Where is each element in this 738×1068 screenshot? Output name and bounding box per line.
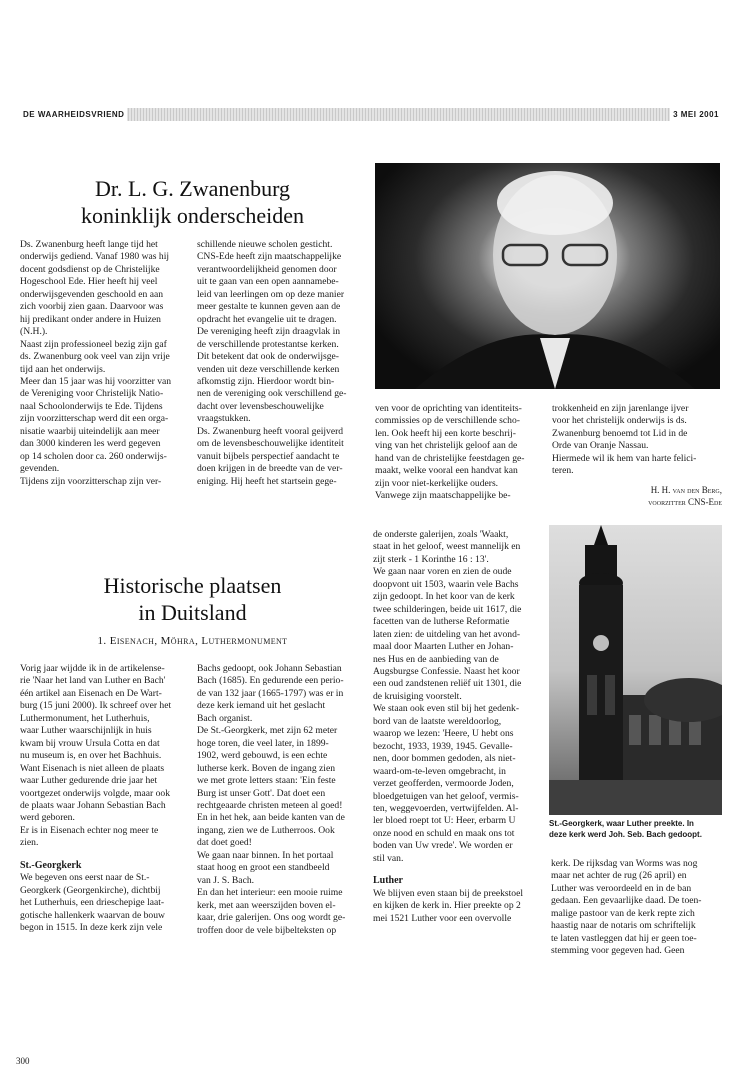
signature-name: H. H. van den Berg,	[650, 484, 722, 495]
page-number: 300	[16, 1056, 30, 1066]
article2-column-1: Vorig jaar wijdde ik in de artikelense- rie 'Naar het land van Luther en Bach' één artikel aan Eisenach en De Wart- burg (15 juni 2000). Ik schreef over het Luthermonument, het Lutherhuis, waar Luther waarschijnlijk in huis kwam bij vrouw Ursula Cotta en dat nu museum is, en over het Bachhuis. Want Eisenach is niet alleen de plaats waar Luther gedurende drie jaar het voortgezet onderwijs volgde, maar ook de plaats waar Johann Sebastian Bach werd geboren. Er is in Eisenach echter nog meer te zien. St.-Georgkerk We begeven ons eerst naar de St.- Georgkerk (Georgenkirche), dichtbij het Lutherhuis, een drieschepige laat- gotische hallenkerk waarvan de bouw begon in 1515. In deze kerk zijn vele	[20, 663, 190, 935]
section-heading-st-georgkerk: St.-Georgkerk	[20, 859, 82, 871]
article1-column-4: trokkenheid en zijn jarenlange ijver voor het christelijk onderwijs is ds. Zwanenburg benoemd tot Lid in de Orde van Oranje Nassau. Hiermede wil ik hem van harte felici- teren. H. H. van den Berg, voorzitter CNS-Ede	[552, 403, 722, 508]
signature-role: voorzitter CNS-Ede	[648, 497, 722, 508]
article1-title: Dr. L. G. Zwanenburg koninklijk onderscheiden	[80, 176, 304, 228]
running-header	[20, 108, 722, 121]
portrait-photo	[375, 163, 720, 389]
publication-name: DE WAARHEIDSVRIEND	[20, 108, 127, 121]
photo-caption: St.-Georgkerk, waar Luther preekte. In deze kerk werd Joh. Seb. Bach gedoopt.	[549, 819, 702, 839]
article1-column-2: schillende nieuwe scholen gesticht. CNS-Ede heeft zijn maatschappelijke verantwoordelijkheid genomen door uit te gaan van een open aannamebe- leid van leerlingen om op deze manier meer gestalte te kunnen geven aan de opdracht het evangelie uit te dragen. De vereniging heeft zijn draagvlak in de verschillende protestantse kerken. Dit betekent dat ook de onderwijsge- venden uit deze verschillende kerken afkomstig zijn. Hierdoor wordt bin- nen de vereniging ook verschillend ge- dacht over levensbeschouwelijke vraagstukken. Ds. Zwanenburg heeft vooral geijverd om de levensbeschouwelijke identiteit vanuit bijbels perspectief aandacht te doen krijgen in de breedte van de ver- eniging. Hij heeft het startsein gege-	[197, 239, 347, 487]
article1-column-3: ven voor de oprichting van identiteits- commissies op de verschillende scho- len. Ook heeft hij een korte beschrij- ving van het christelijk geloof aan de hand van de christelijke feestdagen ge- maakt, welke vooral een handvat kan zijn voor niet-kerkelijke ouders. Vanwege zijn maatschappelijke be-	[375, 403, 525, 502]
issue-date: 3 MEI 2001	[670, 108, 722, 121]
article2-column-2: Bachs gedoopt, ook Johann Sebastian Bach (1685). En gedurende een perio- de van 132 jaar (1665-1797) was er in deze kerk iemand uit het geslacht Bach organist. De St.-Georgkerk, met zijn 62 meter hoge toren, die veel later, in 1899- 1902, werd gebouwd, is een echte lutherse kerk. Boven de ingang zien we met grote letters staan: 'Ein feste Burg ist unser Gott'. Dat doet een rechtgeaarde christen meteen al goed! En in het hek, aan beide kanten van de ingang, zien we de Lutherroos. Ook dat doet goed! We gaan naar binnen. In het portaal staat hoog en groot een standbeeld van J. S. Bach. En dan het interieur: een mooie ruime kerk, met aan weerszijden boven el- kaar, drie galerijen. Ons oog wordt ge- troffen door de vele bijbelteksten op	[197, 663, 346, 936]
article2-subtitle: 1. Eisenach, Möhra, Luthermonument	[97, 635, 288, 647]
church-tower-icon	[549, 525, 722, 815]
article1-column-1: Ds. Zwanenburg heeft lange tijd het onderwijs gediend. Vanaf 1980 was hij docent godsdienst op de Christelijke Hogeschool Ede. Hier heeft hij veel onderwijsgevenden geschoold en aan zich voorbij zien gaan. Daarvoor was hij predikant onder andere in Huizen (N.H.). Naast zijn professioneel bezig zijn gaf ds. Zwanenburg ook veel van zijn vrije tijd aan het onderwijs. Meer dan 15 jaar was hij voorzitter van de Vereniging voor Christelijk Natio- naal Schoolonderwijs te Ede. Tijdens zijn voorzitterschap werd dit een orga- nisatie waarbij uiteindelijk aan meer dan 3000 kinderen les werd gegeven op 14 scholen door ca. 260 onderwijs- gevenden. Tijdens zijn voorzitterschap zijn ver-	[20, 239, 172, 487]
portrait-icon	[375, 163, 720, 389]
article2-column-4: kerk. De rijksdag van Worms was nog maar net achter de rug (26 april) en Luther was veroordeeld en in de ban gedaan. Een gevaarlijke daad. De toen- malige pastoor van de kerk repte zich haastig naar de notaris om schriftelijk te laten vastleggen dat hij er geen toe- stemming voor gegeven had. Geen	[551, 858, 702, 957]
church-photo	[549, 525, 722, 815]
article2-title: Historische plaatsen in Duitsland	[103, 573, 282, 625]
article2-column-3: de onderste galerijen, zoals 'Waakt, staat in het geloof, weest mannelijk en zijt sterk - 1 Korinthe 16 : 13'. We gaan naar voren en zien de oude doopvont uit 1503, waarin vele Bachs zijn gedoopt. In het koor van de kerk twee schilderingen, beide uit 1617, die facetten van de lutherse Reformatie laten zien: de uitdeling van het avond- maal door Maarten Luther en Johan- nes Hus en de aanbieding van de Augsburgse Confessie. Naast het koor een oud zandstenen reliëf uit 1301, die de kruisiging voorstelt. We staan ook even stil bij het gedenk- bord van de laatste wereldoorlog, waarop we lezen: 'Heere, U hebt ons bezocht, 1933, 1939, 1945. Gevalle- nen, door bommen gedoden, als niet- waard-om-te-leven omgebracht, in verzet geofferden, vermoorde Joden, bloedgetuigen van het geloof, vermis- ten, weggevoerden, vertwijfelden. Al- ler bloed roept tot U: Heer, erbarm U onze nood en schuld en maak ons tot boden van Uw vrede'. We worden er stil van. Luther We blijven even staan bij de preekstoel en kijken de kerk in. Hier preekte op 2 mei 1521 Luther voor een overvolle	[373, 529, 545, 925]
section-heading-luther: Luther	[373, 875, 403, 887]
